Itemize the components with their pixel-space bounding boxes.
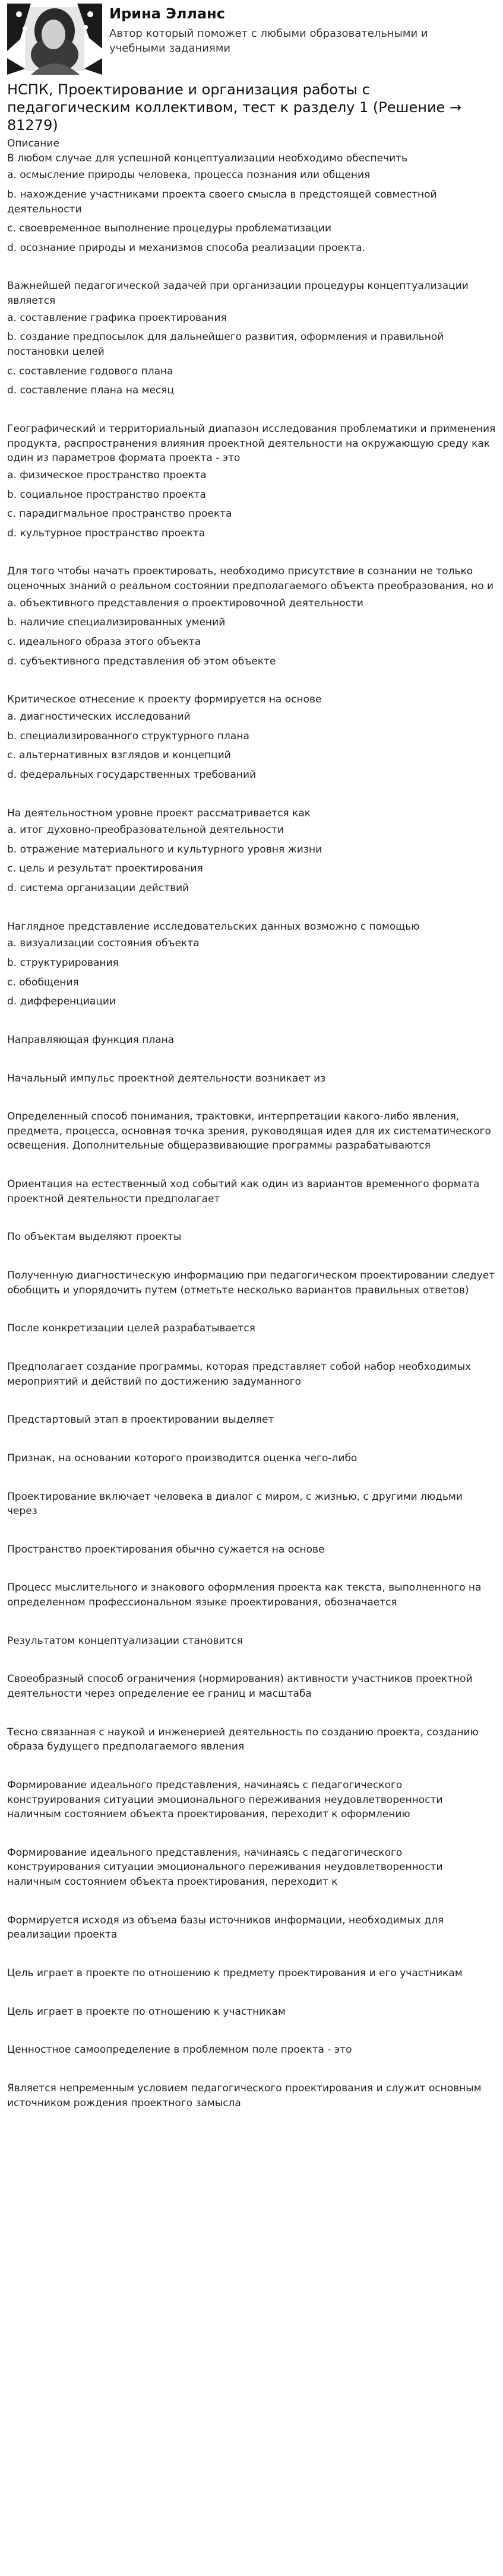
question-text: По объектам выделяют проекты (7, 1231, 182, 1244)
question-text: Цель играет в проекте по отношению к участникам (7, 2005, 286, 2018)
author-info (109, 4, 466, 56)
answer-option: a. итог духовно-преобразовательной деятельности (7, 824, 284, 837)
question-text: Начальный импульс проектной деятельности возникает из (7, 1072, 326, 1085)
answer-option: a. объективного представления о проектировочной деятельности (7, 597, 363, 609)
question-text: Наглядное представление исследовательских данных возможно с помощью (7, 920, 420, 933)
question-text: Определенный способ понимания, трактовки, интерпретации какого-либо явления, предмета, процесса, основная точка зрения, руководящая идея для их систематического освещения. Дополнительные общеразвивающие программы разрабатываются (7, 1111, 491, 1152)
answer-option: d. культурное пространство проекта (7, 527, 205, 539)
question-text: В любом случае для успешной концептуализации необходимо обеспечить (7, 152, 408, 164)
question-block (7, 422, 496, 540)
questions-simple (7, 1033, 496, 2110)
question-text: После конкретизации целей разрабатывается (7, 1322, 255, 1335)
question-text: Предполагает создание программы, которая представляет собой набор необходимых мероприятий и действий по достижению задуманного (7, 1360, 472, 1388)
question-text: Своеобразный способ ограничения (нормирования) активности участников проектной деятельности через определение ее границ и масштаба (7, 1673, 473, 1700)
question-text: На деятельностном уровне проект рассматривается как (7, 807, 311, 819)
question-text: Формирование идеального представления, начинаясь с педагогического конструирования ситуации эмоционального переживания неудовлетворенности наличным состоянием объекта проектирования, переходит к оформлению (7, 1779, 443, 1821)
avatar[interactable] (7, 4, 102, 75)
test-title: НСПК, Проектирование и организация работы с педагогическим коллективом, тест к разделу 1 (Решение → 81279) (7, 81, 462, 133)
answer-option: c. идеального образа этого объекта (7, 636, 201, 648)
question-text: Признак, на основании которого производится оценка чего-либо (7, 1452, 358, 1464)
answer-option: a. визуализации состояния объекта (7, 937, 200, 950)
answer-option: c. цель и результат проектирования (7, 863, 203, 875)
answer-option: a. физическое пространство проекта (7, 469, 207, 481)
answer-option: b. специализированного структурного плана (7, 730, 249, 742)
answer-option: b. наличие специализированных умений (7, 616, 226, 629)
description-label: Описание (7, 138, 59, 150)
question-text: Пространство проектирования обычно сужается на основе (7, 1543, 325, 1556)
author-name[interactable]: Ирина Элланс (109, 5, 225, 22)
question-text: Тесно связанная с наукой и инженерией деятельность по созданию проекта, созданию образа будущего предполагаемого явления (7, 1726, 479, 1753)
question-text: Цель играет в проекте по отношению к предмету проектирования и его участникам (7, 1967, 463, 1980)
answer-option: a. составление графика проектирования (7, 311, 227, 324)
question-text: Результатом концептуализации становится (7, 1634, 243, 1647)
question-text: Направляющая функция плана (7, 1033, 175, 1046)
answer-option: a. диагностических исследований (7, 710, 191, 723)
answer-option: b. нахождение участниками проекта своего смысла в предстоящей совместной деятельности (7, 188, 437, 215)
question-text: Географический и территориальный диапазон исследования проблематики и применения продукта, распространения влияния проектной деятельности на окружающую среду как один из параметров формата проекта - это (7, 422, 496, 465)
answer-option: b. отражение материального и культурного уровня жизни (7, 843, 322, 856)
answer-option: c. парадигмальное пространство проекта (7, 508, 232, 520)
answer-option: c. альтернативных взглядов и концепций (7, 749, 231, 762)
question-text: Полученную диагностическую информацию при педагогическом проектировании следует обобщить и упорядочить путем (отметьте несколько вариантов правильных ответов) (7, 1270, 495, 1296)
question-block (7, 692, 496, 782)
answer-option: d. составление плана на месяц (7, 384, 175, 397)
answer-option: c. составление годового плана (7, 365, 173, 377)
question-text: Формирование идеального представления, начинаясь с педагогического конструирования ситуации эмоционального переживания неудовлетворенности наличным состоянием объекта проектирования, переходит к (7, 1846, 443, 1888)
answer-option: b. социальное пространство проекта (7, 488, 206, 501)
answer-option: d. система организации действий (7, 882, 189, 895)
author-description: Автор который поможет с любыми образовательными и учебными заданиями (109, 27, 428, 55)
answer-option: b. создание предпосылок для дальнейшего развития, оформления и правильной постановки целей (7, 331, 444, 358)
question-text: Формируется исходя из объема базы источников информации, необходимых для реализации проекта (7, 1914, 444, 1941)
question-text: Процесс мыслительного и знакового оформления проекта как текста, выполненного на определенном профессиональном языке проектирования, обозначается (7, 1582, 482, 1609)
questions-with-options (7, 151, 496, 1009)
answer-option: d. осознание природы и механизмов способа реализации проекта. (7, 241, 365, 254)
question-block (7, 564, 496, 669)
answer-option: d. федеральных государственных требований (7, 768, 257, 781)
answer-option: c. обобщения (7, 976, 79, 988)
answer-option: a. осмысление природы человека, процесса познания или общения (7, 169, 371, 182)
question-text: Для того чтобы начать проектировать, необходимо присутствие в сознании не только оценочных знаний о реальном состоянии предполагаемого объекта преобразования, но и (7, 565, 494, 593)
question-text: Предстартовый этап в проектировании выделяет (7, 1414, 274, 1426)
question-block (7, 151, 496, 256)
question-block (7, 279, 496, 397)
answer-option: c. своевременное выполнение процедуры проблематизации (7, 222, 332, 235)
author-card (7, 4, 496, 75)
question-block (7, 806, 496, 896)
answer-option: b. структурирования (7, 956, 119, 969)
answer-option: d. дифференциации (7, 996, 116, 1008)
question-text: Ориентация на естественный ход событий как один из вариантов временного формата проектной деятельности предполагает (7, 1178, 480, 1205)
answer-option: d. субъективного представления об этом объекте (7, 655, 276, 667)
question-text: Ценностное самоопределение в проблемном поле проекта - это (7, 2044, 352, 2056)
question-text: Важнейшей педагогической задачей при организации процедуры концептуализации является (7, 280, 469, 307)
question-block (7, 920, 496, 1009)
question-text: Является непременным условием педагогического проектирования и служит основным источником рождения проектного замысла (7, 2082, 482, 2109)
question-text: Проектирование включает человека в диалог с миром, с жизнью, с другими людьми через (7, 1490, 463, 1518)
question-text: Критическое отнесение к проекту формируется на основе (7, 694, 322, 706)
